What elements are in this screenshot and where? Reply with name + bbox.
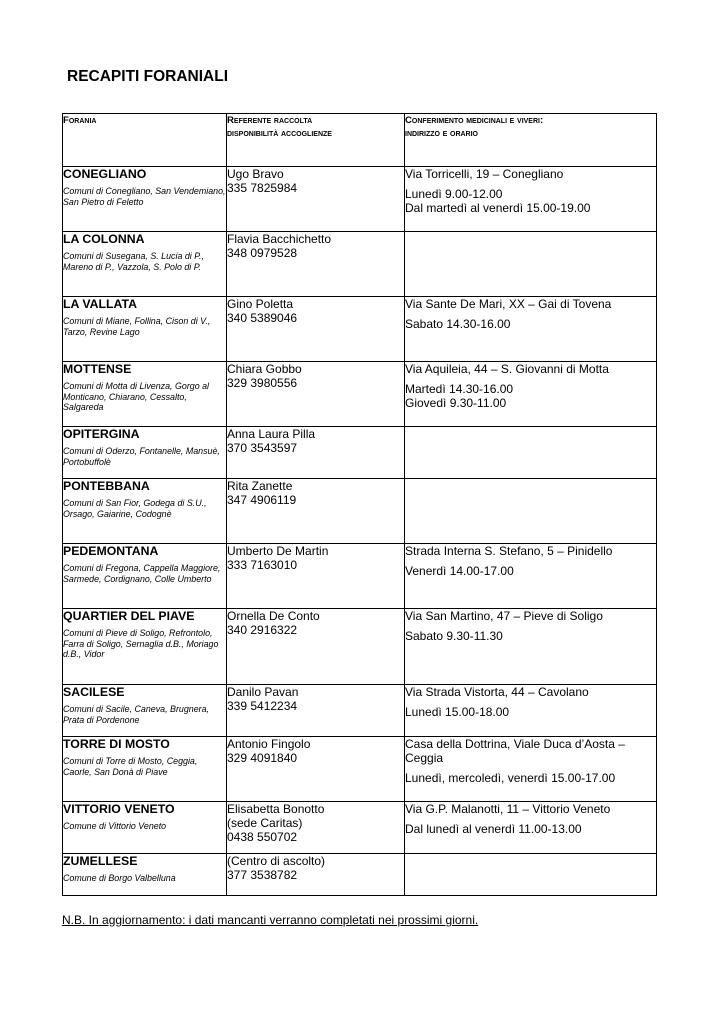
conferimento-address: Via G.P. Malanotti, 11 – Vittorio Veneto [405,802,611,816]
forania-cell [63,232,227,297]
referente-cell [227,362,405,427]
referente-line: Gino Poletta [227,297,294,311]
referente-line: Elisabetta Bonotto [227,802,325,816]
referente-cell [227,609,405,685]
referente-cell [227,544,405,609]
conferimento-cell [405,544,657,609]
header-forania [63,114,227,167]
conferimento-hours [405,822,656,836]
page-title: RECAPITI FORANIALI [67,68,229,85]
referente-line: Ugo Bravo [227,167,284,181]
table-row [63,297,657,362]
table-header-row [63,114,657,167]
conferimento-cell [405,609,657,685]
header-conferimento-line-1: Conferimento medicinali e viveri: [405,115,544,126]
header-referente [227,114,405,167]
referente-cell [227,297,405,362]
table-row [63,737,657,802]
conferimento-cell [405,427,657,479]
referente-line: 348 0979528 [227,246,298,260]
conferimento-address: Strada Interna S. Stefano, 5 – Pinidello [405,544,613,558]
header-referente-line-2: disponibilità accoglienze [227,128,332,139]
conferimento-cell [405,362,657,427]
conferimento-hours [405,564,656,578]
conferimento-address: Via San Martino, 47 – Pieve di Soligo [405,609,603,623]
referente-line: Antonio Fingolo [227,737,311,751]
forania-name: PONTEBBANA [63,479,150,493]
conferimento-address: Via Torricelli, 19 – Conegliano [405,167,564,181]
hours-line: Lunedì 9.00-12.00 [405,187,503,201]
table-row [63,802,657,854]
forania-comuni: Comune di Vittorio Veneto [63,821,167,831]
forania-name: MOTTENSE [63,362,132,376]
referente-line: 377 3538782 [227,868,298,882]
forania-name: PEDEMONTANA [63,544,159,558]
table-row [63,362,657,427]
hours-line: Venerdì 14.00-17.00 [405,564,514,578]
table-row [63,854,657,896]
hours-line: Lunedì 15.00-18.00 [405,705,510,719]
referente-line: 335 7825984 [227,181,298,195]
forania-comuni: Comuni di Fregona, Cappella Maggiore, Sarmede, Cordignano, Colle Umberto [63,563,221,584]
conferimento-cell [405,297,657,362]
forania-comuni: Comuni di Torre di Mosto, Ceggia, Caorle, San Donà di Piave [63,756,198,777]
hours-line: Lunedì, mercoledì, venerdì 15.00-17.00 [405,771,616,785]
forania-cell [63,297,227,362]
forania-comuni: Comuni di Conegliano, San Vendemiano, San Pietro di Feletto [63,186,226,207]
foranie-table [62,113,657,896]
forania-comuni: Comuni di Susegana, S. Lucia di P., Mareno di P., Vazzola, S. Polo di P. [63,251,204,272]
conferimento-cell [405,802,657,854]
forania-cell [63,544,227,609]
table-row [63,427,657,479]
referente-cell [227,232,405,297]
table-row [63,232,657,297]
referente-line: 347 4906119 [227,493,297,507]
forania-name: LA VALLATA [63,297,137,311]
conferimento-hours [405,187,656,215]
update-note: N.B. In aggiornamento: i dati mancanti verranno completati nei prossimi giorni. [62,913,479,927]
conferimento-cell [405,685,657,737]
referente-line: 0438 550702 [227,830,298,844]
conferimento-hours [405,771,656,785]
hours-line: Sabato 9.30-11.30 [405,629,503,643]
table-row [63,167,657,232]
forania-cell [63,362,227,427]
referente-cell [227,479,405,544]
forania-cell [63,479,227,544]
referente-cell [227,167,405,232]
table-row [63,544,657,609]
forania-cell [63,737,227,802]
hours-line: Martedì 14.30-16.00 [405,382,514,396]
referente-line: Anna Laura Pilla [227,427,316,441]
conferimento-hours [405,629,656,643]
forania-comuni: Comuni di San Fior, Godega di S.U., Orsago, Gaiarine, Codognè [63,498,207,519]
referente-line: Ornella De Conto [227,609,320,623]
conferimento-address: Via Strada Vistorta, 44 – Cavolano [405,685,589,699]
referente-line: Rita Zanette [227,479,293,493]
table-row [63,685,657,737]
conferimento-cell [405,167,657,232]
header-conferimento-line-2: indirizzo e orario [405,128,478,139]
table-row [63,479,657,544]
referente-cell [227,854,405,896]
conferimento-cell [405,854,657,896]
conferimento-address: Via Aquileia, 44 – S. Giovanni di Motta [405,362,609,376]
forania-cell [63,685,227,737]
table-body [63,167,657,896]
referente-line: Umberto De Martin [227,544,329,558]
referente-line: 339 5412234 [227,699,298,713]
conferimento-cell [405,479,657,544]
table-row [63,609,657,685]
conferimento-cell [405,737,657,802]
forania-cell [63,802,227,854]
conferimento-cell [405,232,657,297]
referente-line: 340 2916322 [227,623,298,637]
referente-cell [227,737,405,802]
hours-line: Giovedì 9.30-11.00 [405,396,507,410]
referente-cell [227,427,405,479]
forania-comuni: Comuni di Oderzo, Fontanelle, Mansuè, Portobuffolè [63,446,220,467]
header-conferimento [405,114,657,167]
conferimento-address: Via Sante De Mari, XX – Gai di Tovena [405,297,612,311]
referente-line: 370 3543597 [227,441,298,455]
forania-comuni: Comuni di Sacile, Caneva, Brugnera, Prata di Pordenone [63,704,210,725]
forania-name: SACILESE [63,685,125,699]
referente-line: Danilo Pavan [227,685,299,699]
referente-line: 329 4091840 [227,751,298,765]
forania-cell [63,167,227,232]
hours-line: Dal lunedì al venerdì 11.00-13.00 [405,822,582,836]
hours-line: Sabato 14.30-16.00 [405,317,511,331]
forania-name: QUARTIER DEL PIAVE [63,609,195,623]
conferimento-hours [405,382,656,410]
forania-name: VITTORIO VENETO [63,802,175,816]
forania-name: CONEGLIANO [63,167,147,181]
referente-line: 340 5389046 [227,311,298,325]
referente-line: 329 3980556 [227,376,298,390]
referente-line: 333 7163010 [227,558,298,572]
forania-cell [63,427,227,479]
conferimento-hours [405,705,656,719]
forania-name: TORRE DI MOSTO [63,737,170,751]
forania-name: ZUMELLESE [63,854,138,868]
forania-name: LA COLONNA [63,232,145,246]
referente-cell [227,802,405,854]
forania-comuni: Comuni di Motta di Livenza, Gorgo al Monticano, Chiarano, Cessalto, Salgareda [63,381,210,413]
forania-comuni: Comuni di Miane, Follina, Cison di V., Tarzo, Revine Lago [63,316,211,337]
forania-cell [63,854,227,896]
conferimento-hours [405,317,656,331]
forania-cell [63,609,227,685]
referente-line: (sede Caritas) [227,816,303,830]
referente-line: Flavia Bacchichetto [227,232,332,246]
referente-line: (Centro di ascolto) [227,854,326,868]
forania-comuni: Comune di Borgo Valbelluna [63,873,176,883]
conferimento-address: Casa della Dottrina, Viale Duca d’Aosta – Ceggia [405,737,625,765]
referente-cell [227,685,405,737]
forania-name: OPITERGINA [63,427,140,441]
hours-line: Dal martedì al venerdì 15.00-19.00 [405,201,591,215]
header-referente-line-1: Referente raccolta [227,115,313,126]
forania-comuni: Comuni di Pieve di Soligo, Refrontolo, Farra di Soligo, Sernaglia d.B., Moriago d.B., Vidor [63,628,219,660]
referente-line: Chiara Gobbo [227,362,302,376]
header-forania-line: Forania [63,115,97,126]
